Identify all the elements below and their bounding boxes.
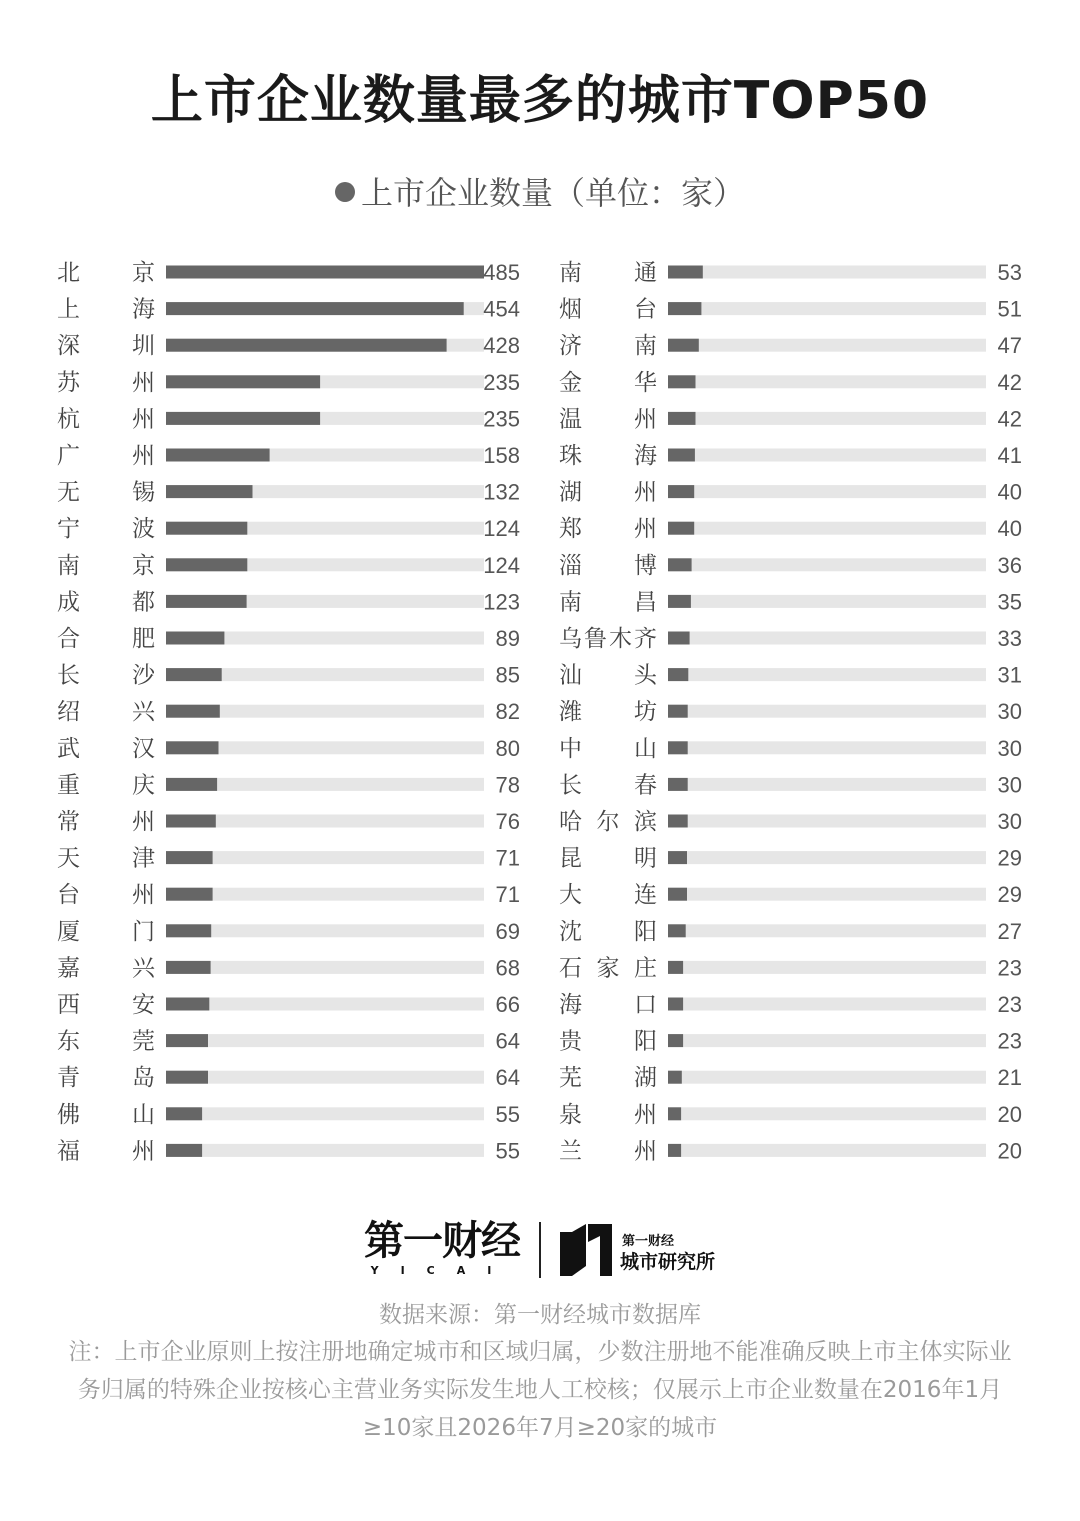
bar-label: 南通 (559, 260, 657, 286)
bar-row (57, 699, 520, 725)
bar-track (668, 961, 986, 974)
bar-label: 深圳 (57, 333, 155, 360)
bar-value-label: 53 (997, 260, 1022, 285)
bar-value-label: 485 (483, 260, 520, 285)
bar (668, 266, 703, 279)
bar-row (57, 772, 520, 798)
bar-row (57, 260, 520, 286)
bar-row (57, 809, 520, 835)
bar-value-label: 30 (997, 735, 1022, 761)
bar-row (559, 699, 1022, 725)
bar-value-label: 428 (483, 333, 520, 359)
bar-row (559, 919, 1022, 945)
bar (166, 339, 447, 352)
bar-value-label: 42 (997, 369, 1022, 395)
bar-label: 苏州 (57, 369, 155, 396)
bar-track (668, 924, 986, 937)
bar-value-label: 20 (997, 1138, 1022, 1164)
bar-row (57, 1065, 520, 1091)
bar-track (668, 705, 986, 718)
bar-value-label: 51 (997, 296, 1022, 322)
bar-row (559, 736, 1022, 762)
bar-row (559, 992, 1022, 1018)
bar-value-label: 27 (997, 918, 1022, 944)
bar-row (57, 1102, 520, 1128)
bar-label: 乌鲁木齐 (559, 626, 657, 652)
bar-row (559, 589, 1022, 615)
bar-row (57, 1138, 520, 1164)
bar (668, 815, 688, 828)
bar-value-label: 30 (997, 809, 1022, 834)
bar-row (559, 846, 1022, 872)
bar-track (668, 595, 986, 608)
bar-row (559, 480, 1022, 506)
bar-value-label: 235 (483, 406, 520, 432)
bar-row (559, 297, 1022, 323)
bar (166, 705, 220, 718)
bar-row (57, 992, 520, 1018)
bar-label: 济南 (559, 333, 657, 360)
bar-value-label: 40 (997, 479, 1022, 505)
bar (166, 485, 253, 498)
bar-value-label: 47 (997, 333, 1022, 359)
bar-row (559, 406, 1022, 432)
bar (166, 412, 320, 425)
bar-value-label: 23 (997, 1028, 1022, 1054)
bar-value-label: 71 (495, 845, 520, 871)
bar-track (166, 851, 484, 864)
bar-value-label: 30 (997, 772, 1022, 798)
bar (668, 741, 688, 754)
bar-value-label: 78 (495, 772, 520, 798)
bar-track (668, 339, 986, 352)
bar (166, 815, 216, 828)
bar (668, 449, 695, 462)
institute-name-main: 城市研究所 (620, 1251, 716, 1273)
bar-row (559, 516, 1022, 542)
footnote: 注：上市企业原则上按注册地确定城市和区域归属，少数注册地不能准确反映上市主体实际业务归属的特殊企业按核心主营业务实际发生地人工校核；仅展示上市企业数量在2016年1月≥10家且2026年7月≥20家的城市 (68, 1339, 1012, 1441)
bar-track (166, 961, 484, 974)
bar (166, 1144, 202, 1157)
bar (668, 705, 688, 718)
bar-track (668, 741, 986, 754)
bar (166, 266, 484, 279)
bar-label: 贵阳 (559, 1028, 657, 1055)
bar-value-label: 40 (997, 516, 1022, 542)
bar-row (559, 955, 1022, 981)
bar-row (559, 809, 1022, 835)
bar-label: 合肥 (57, 626, 155, 652)
bar-label: 嘉兴 (57, 955, 155, 982)
bar-value-label: 69 (495, 918, 520, 944)
bar-value-label: 42 (997, 406, 1022, 432)
bar (668, 961, 683, 974)
bar-value-label: 64 (495, 1065, 520, 1091)
bar-track (668, 266, 986, 279)
bar (166, 1034, 208, 1047)
institute-name-top: 第一财经 (622, 1234, 675, 1249)
bar (668, 339, 699, 352)
bar-track (166, 1071, 484, 1084)
bar-row (559, 772, 1022, 798)
bar (166, 558, 247, 571)
bar (166, 522, 247, 535)
bar-value-label: 76 (495, 809, 520, 834)
bar (668, 998, 683, 1011)
bar-label: 西安 (57, 992, 155, 1018)
bar-track (668, 778, 986, 791)
bar-label: 杭州 (57, 406, 155, 433)
bar (166, 1071, 208, 1084)
bar-track (668, 998, 986, 1011)
bar-row (57, 480, 520, 506)
bar-label: 温州 (559, 406, 657, 433)
bar-track (668, 632, 986, 645)
bar-row (57, 663, 520, 689)
bar-track (668, 485, 986, 498)
bar-value-label: 23 (997, 992, 1022, 1017)
bar-row (57, 736, 520, 762)
bar (166, 851, 213, 864)
bar-value-label: 71 (495, 882, 520, 908)
bar-label: 佛山 (57, 1101, 155, 1128)
bar-label: 天津 (57, 845, 155, 872)
logo-divider (539, 1222, 541, 1278)
bar-label: 珠海 (559, 443, 657, 469)
bar-row (57, 1029, 520, 1055)
bar-track (668, 668, 986, 681)
bar-track (668, 449, 986, 462)
bar (668, 558, 692, 571)
bar-value-label: 82 (495, 699, 520, 725)
bar-value-label: 35 (997, 589, 1022, 615)
bar-value-label: 66 (495, 992, 520, 1017)
bar-label: 石家庄 (559, 955, 657, 982)
bar-row (559, 1138, 1022, 1164)
bar-track (668, 1107, 986, 1120)
bar-track (668, 1034, 986, 1047)
bar-row (559, 1029, 1022, 1055)
bar-value-label: 235 (483, 369, 520, 395)
bar-value-label: 123 (483, 589, 520, 615)
bar-row (57, 919, 520, 945)
bar-label: 福州 (57, 1138, 155, 1165)
bar-row (57, 297, 520, 323)
bar-row (559, 260, 1022, 286)
bar-label: 上海 (57, 296, 155, 323)
bar-label: 台州 (57, 882, 155, 909)
bar-label: 汕头 (559, 662, 657, 689)
bar-row (57, 846, 520, 872)
bar (166, 778, 217, 791)
bar-value-label: 85 (495, 662, 520, 688)
bar-value-label: 124 (483, 516, 520, 542)
bar (668, 668, 688, 681)
bar-row (57, 333, 520, 359)
bar (668, 888, 687, 901)
bar-track (668, 522, 986, 535)
bar-value-label: 31 (997, 662, 1022, 688)
bar-label: 南京 (57, 552, 155, 579)
bar-value-label: 158 (483, 443, 520, 468)
bar-label: 湖州 (559, 479, 657, 506)
bar-row (57, 516, 520, 542)
bar-label: 长春 (559, 772, 657, 799)
bar (668, 412, 696, 425)
bar-track (668, 1071, 986, 1084)
bar-row (57, 553, 520, 579)
bar (166, 632, 224, 645)
bar-value-label: 20 (997, 1101, 1022, 1127)
bar-track (166, 888, 484, 901)
bar-track (668, 558, 986, 571)
bar (668, 302, 701, 315)
bar (166, 888, 213, 901)
bar-row (57, 370, 520, 396)
bar-label: 郑州 (559, 516, 657, 543)
bar-row (559, 626, 1022, 652)
bar-track (166, 1107, 484, 1120)
bar-label: 昆明 (559, 845, 657, 872)
bar-value-label: 29 (997, 882, 1022, 908)
logo-area (0, 1218, 1080, 1282)
bar-row (57, 882, 520, 908)
bar-label: 重庆 (57, 772, 155, 799)
bar-track (668, 375, 986, 388)
bar-row (57, 443, 520, 469)
bar-label: 东莞 (57, 1028, 155, 1055)
data-source: 数据来源：第一财经城市数据库 (379, 1302, 701, 1328)
bar-label: 武汉 (57, 735, 155, 762)
bar-label: 中山 (559, 735, 657, 762)
bar (668, 778, 688, 791)
bar (166, 449, 270, 462)
bar-value-label: 30 (997, 699, 1022, 725)
bar-row (559, 663, 1022, 689)
chart-title: 上市企业数量最多的城市TOP50 (150, 71, 930, 131)
bar-value-label: 132 (483, 479, 520, 505)
bar-label: 无锡 (57, 479, 155, 506)
yicai-logo: 第一财经 (364, 1218, 520, 1264)
bar-label: 潍坊 (559, 699, 657, 726)
bar-track (668, 302, 986, 315)
bar (166, 302, 464, 315)
bar-label: 常州 (57, 809, 155, 835)
bar-label: 长沙 (57, 662, 155, 689)
bar-row (559, 443, 1022, 469)
bar (668, 851, 687, 864)
bar-value-label: 55 (495, 1138, 520, 1164)
bar-label: 泉州 (559, 1101, 657, 1128)
bar-label: 青岛 (57, 1065, 155, 1092)
bar-track (668, 851, 986, 864)
bar-label: 金华 (559, 369, 657, 396)
bar (668, 1107, 681, 1120)
bar-track (668, 815, 986, 828)
bar (166, 668, 222, 681)
bar-label: 南昌 (559, 589, 657, 616)
bar-value-label: 41 (997, 443, 1022, 468)
bar (668, 595, 691, 608)
bar-label: 兰州 (559, 1138, 657, 1165)
bar-value-label: 89 (495, 626, 520, 651)
bar-row (57, 626, 520, 652)
bar (166, 741, 219, 754)
bar-label: 广州 (57, 443, 155, 469)
bar (668, 632, 690, 645)
bar-label: 芜湖 (559, 1065, 657, 1092)
bar (668, 485, 694, 498)
yicai-logo-en: YICAI (370, 1264, 514, 1277)
bar-track (668, 888, 986, 901)
bar-label: 绍兴 (57, 699, 155, 726)
bar (166, 595, 247, 608)
bar-value-label: 55 (495, 1101, 520, 1127)
bar-track (166, 998, 484, 1011)
bar-row (57, 406, 520, 432)
bar-label: 淄博 (559, 552, 657, 579)
bar-value-label: 21 (997, 1065, 1022, 1091)
bar (668, 924, 686, 937)
bar-label: 沈阳 (559, 918, 657, 945)
bar (166, 375, 320, 388)
bar-value-label: 68 (495, 955, 520, 981)
bar-value-label: 80 (495, 735, 520, 761)
bar-label: 宁波 (57, 516, 155, 543)
bar-label: 大连 (559, 882, 657, 909)
bar-value-label: 454 (483, 296, 520, 322)
bar-label: 北京 (57, 260, 155, 286)
bar (166, 1107, 202, 1120)
bar-track (668, 412, 986, 425)
bar (166, 924, 211, 937)
bar-track (668, 1144, 986, 1157)
bar-value-label: 29 (997, 845, 1022, 871)
bar-row (559, 1102, 1022, 1128)
bar (166, 961, 211, 974)
bar-row (559, 1065, 1022, 1091)
bar-track (166, 1144, 484, 1157)
bar (668, 1071, 682, 1084)
bar-row (559, 553, 1022, 579)
bar (668, 1034, 683, 1047)
bar-track (166, 924, 484, 937)
bar (668, 522, 694, 535)
bar-row (559, 882, 1022, 908)
bar-row (57, 955, 520, 981)
institute-logo-icon (558, 1222, 614, 1278)
bar-row (57, 589, 520, 615)
bar-track (166, 1034, 484, 1047)
bar-value-label: 33 (997, 626, 1022, 651)
bar-label: 哈尔滨 (559, 809, 657, 835)
bar (166, 998, 209, 1011)
bar-value-label: 36 (997, 552, 1022, 578)
bar (668, 1144, 681, 1157)
bar-label: 烟台 (559, 296, 657, 323)
bar-value-label: 64 (495, 1028, 520, 1054)
bar-value-label: 124 (483, 552, 520, 578)
bar (668, 375, 696, 388)
bar-row (559, 370, 1022, 396)
bar-row (559, 333, 1022, 359)
bar-value-label: 23 (997, 955, 1022, 981)
bar-label: 厦门 (57, 918, 155, 945)
bar-label: 海口 (559, 992, 657, 1018)
bar-label: 成都 (57, 589, 155, 616)
legend-label: 上市企业数量（单位：家） (360, 174, 745, 212)
